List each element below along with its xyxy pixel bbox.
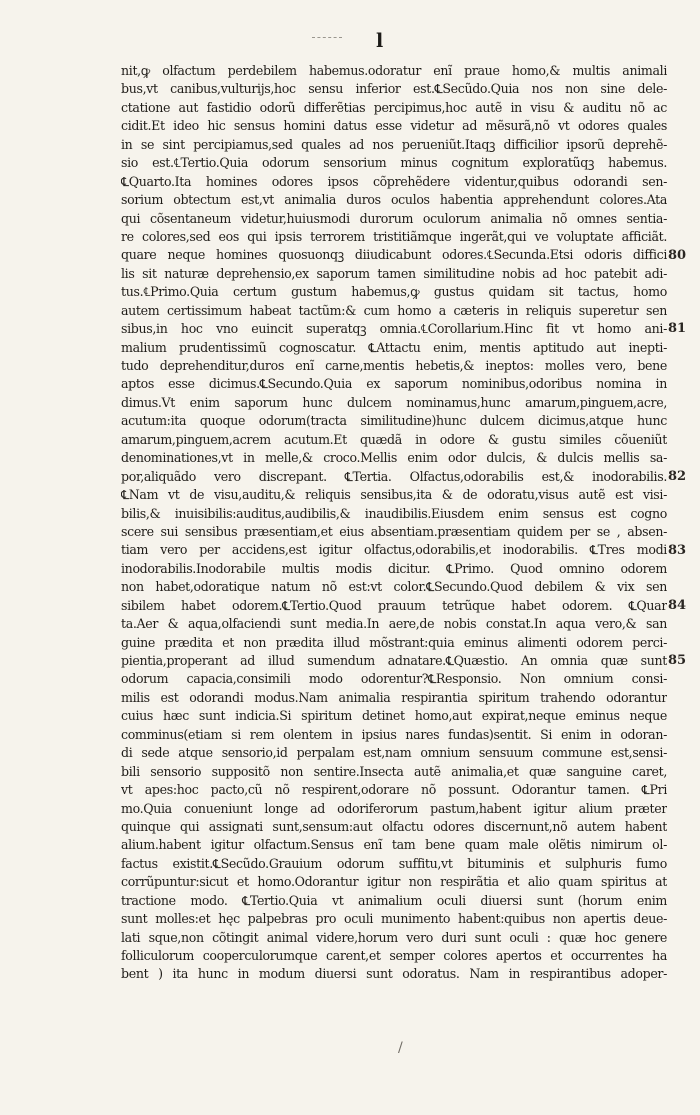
margin-note-number: 81 [668,321,687,337]
text-line: bili sensorio suppositõ non sentire.Insecta autẽ animalia,et quæ sanguine caret, [121,763,667,779]
text-line: comminus(etiam si rem olentem in ipsius nares fundas)sentit. Si enim in odoran- [121,726,667,742]
text-line: dimus.Vt enim saporum hunc dulcem nominamus,hunc amarum,pinguem,acre, [121,394,667,410]
text-line: bilis,& inuisibilis:auditus,audibilis,& inaudibilis.Eiusdem enim sensus est cogno [121,505,667,521]
text-line: in se sint percipiamus,sed quales ad nos perueniũt.Itaqꝫ difficilior ipsorũ deprehẽ- [121,136,667,152]
text-line: sio est.℄Tertio.Quia odorum sensorium minus cognitum exploratũqꝫ habemus. [121,155,667,171]
text-line: folliculorum cooperculorumque carent,et semper colores apertos et occurrentes ha [121,948,667,963]
text-line: scere sui sensibus præsentiam,et eius absentiam.præsentiam quidem per se , absen- [121,523,667,539]
text-line: tractione modo. ℄Tertio.Quia vt animalium oculi diuersi sunt (horum enim [121,892,667,908]
text-line: lis sit naturæ deprehensio,ex saporum tamen similitudine nobis ad hoc patebit adi- [121,265,667,281]
margin-note-number: 84 [668,598,687,614]
text-line: odorum capacia,consimili modo odorentur?℄Responsio. Non omnium consi- [121,671,667,687]
text-line: sibilem habet odorem.℄Tertio.Quod prauum tetrũque habet odorem. ℄Quar [121,597,667,613]
text-line: vt apes:hoc pacto,cũ nõ respirent,odorare nõ possunt. Odorantur tamen. ℄Pri [121,782,667,798]
text-line: mo.Quia conueniunt longe ad odoriferorum pastum,habent igitur alium præter [121,800,667,816]
text-line: quare neque homines quosuonqꝫ diiudicabunt odores.℄Secunda.Etsi odoris diffici [121,247,667,263]
text-line: nit,ꝙ olfactum perdebilem habemus.odoratur enĩ praue homo,& multis animali [121,63,667,78]
text-line: lati sque,non cõtingit animal videre,horum vero duri sunt oculi : quæ hoc genere [121,929,667,945]
margin-note-number: 85 [668,653,687,669]
text-line: bus,vt canibus,vulturijs,hoc sensu inferior est.℄Secũdo.Quia nos non sine dele- [121,81,667,97]
text-line: por,aliquãdo vero discrepant. ℄Tertia. Olfactus,odorabilis est,& inodorabilis. [121,468,667,484]
margin-note-number: 80 [668,247,687,263]
text-line: ctatione aut fastidio odorũ differẽtias percipimus,hoc autẽ in visu & auditu nõ ac [121,99,667,115]
text-line: acutum:ita quoque odorum(tracta similitudine)hunc dulcem dicimus,atque hunc [121,413,667,429]
text-line: ℄Nam vt de visu,auditu,& reliquis sensibus,ita & de odoratu,visus autẽ est visi- [121,487,667,503]
text-line: guine prædita et non prædita illud mõstrant:quia eminus alimenti odorem perci- [121,634,667,650]
text-line: corrũpuntur:sicut et homo.Odorantur igitur non respirãtia et alio quam spiritus at [121,874,667,890]
text-line: alium.habent igitur olfactum.Sensus enĩ tam bene quam male olẽtis nimirum ol- [121,837,667,853]
text-line: amarum,pinguem,acrem acutum.Et quædã in odore & gustu similes cõueniũt [121,431,667,447]
text-line: qui cõsentaneum videtur,huiusmodi durorum oculorum animalia nõ omnes sentia- [121,210,667,226]
text-line: tus.℄Primo.Quia certum gustum habemus,ꝙ gustus quidam sit tactus, homo [121,284,667,300]
text-line: pientia,properant ad illud sumendum adnatare.℄Quæstio. An omnia quæ sunt [121,653,667,668]
text-line: inodorabilis.Inodorabile multis modis dicitur. ℄Primo. Quod omnino odorem [121,560,667,576]
text-line: ta.Aer & aqua,olfaciendi sunt media.In aere,de nobis constat.In aqua vero,& san [121,616,667,632]
text-line: quinque qui assignati sunt,sensum:aut olfactu odores discernunt,nõ autem habent [121,818,667,834]
text-line: autem certissimum habeat tactũm:& cum homo a cæteris in reliquis superetur sen [121,302,667,318]
footer-mark: / [398,1040,403,1056]
margin-note-number: 82 [668,468,687,484]
text-line: aptos esse dicimus.℄Secundo.Quia ex saporum nominibus,odoribus nomina in [121,376,667,392]
text-line: sunt molles:et hęc palpebras pro oculi munimento habent:quibus non apertis deue- [121,911,667,927]
text-line: ℄Quarto.Ita homines odores ipsos cõprehẽdere videntur,quibus odorandi sen- [121,173,667,189]
text-line: factus existit.℄Secũdo.Grauium odorum suffitu,vt bituminis et sulphuris fumo [121,855,667,871]
text-line: cidit.Et ideo hic sensus homini datus esse videtur ad mẽsurã,nõ vt odores quales [121,118,667,134]
text-line: malium prudentissimũ cognoscatur. ℄Attactu enim, mentis aptitudo aut inepti- [121,339,667,355]
text-line: re colores,sed eos qui ipsis terrorem tristitiãmque ingerãt,qui ve voluptate afficiãt. [121,228,667,244]
leaf-number: l [376,30,384,52]
text-line: cuius hæc sunt indicia.Si spiritum detinet homo,aut expirat,neque eminus neque [121,708,667,724]
text-line: denominationes,vt in melle,& croco.Mellis enim odor dulcis, & dulcis mellis sa- [121,450,667,466]
text-line: sorium obtectum est,vt animalia duros oculos habentia apprehendunt colores.Ata [121,192,667,208]
text-line: milis est odorandi modus.Nam animalia respirantia spiritum trahendo odorantur [121,689,667,705]
text-line: di sede atque sensorio,id perpalam est,nam omnium sensuum commune est,sensi- [121,745,667,761]
header-ornament [312,37,342,38]
text-line: non habet,odoratique natum nõ est:vt color.℄Secundo.Quod debilem & vix sen [121,579,667,595]
text-line: bent ) ita hunc in modum diuersi sunt odoratus. Nam in respirantibus adoper- [121,966,667,982]
text-line: tudo deprehenditur,duros enĩ carne,mentis hebetis,& ineptos: molles vero, bene [121,358,667,373]
text-line: tiam vero per accidens,est igitur olfactus,odorabilis,et inodorabilis. ℄Tres modi [121,542,667,558]
margin-note-number: 83 [668,542,687,558]
body-text [121,62,667,984]
text-line: sibus,in hoc vno euincit superatqꝫ omnia.℄Corollarium.Hinc fit vt homo ani- [121,321,667,337]
